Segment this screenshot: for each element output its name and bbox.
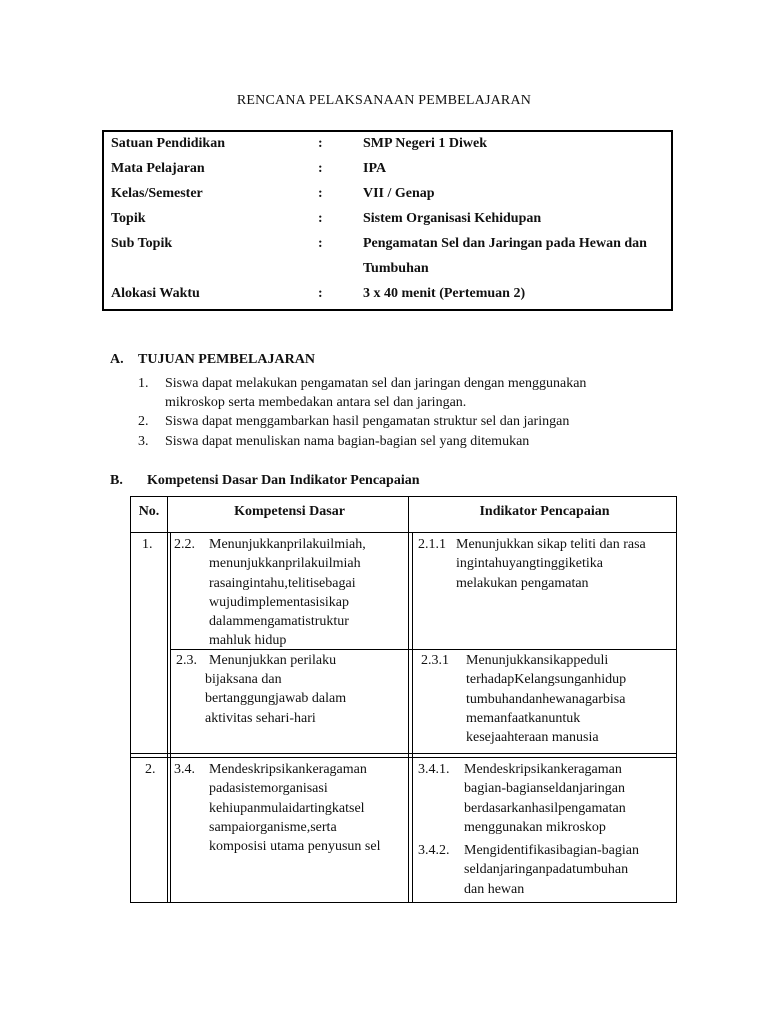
ip-line: berdasarkanhasilpengamatan xyxy=(464,800,626,816)
row-number: 1. xyxy=(142,537,153,552)
kd-line: rasaingintahu,telitisebagai xyxy=(209,575,356,591)
kd-line: Menunjukkanprilakuilmiah, xyxy=(209,537,366,552)
kd-line: sampaiorganisme,serta xyxy=(209,819,337,835)
kd-line: bijaksana dan xyxy=(205,672,282,687)
identity-value-kelas: VII / Genap xyxy=(363,186,435,201)
table-header-kd: Kompetensi Dasar xyxy=(234,504,345,519)
table-border xyxy=(170,532,171,903)
table-border xyxy=(408,496,409,903)
objective-text-cont: mikroskop serta membedakan antara sel dan jaringan. xyxy=(165,395,467,410)
identity-box xyxy=(102,130,673,311)
table-header-no: No. xyxy=(138,504,160,519)
ip-line: bagian-bagianseldanjaringan xyxy=(464,781,625,797)
ip-line: Menunjukkansikappeduli xyxy=(466,653,609,668)
kd-description xyxy=(209,535,405,651)
table-border xyxy=(167,496,168,903)
objective-text: Siswa dapat melakukan pengamatan sel dan jaringan dengan menggunakan xyxy=(165,376,587,391)
identity-label-satuan: Satuan Pendidikan xyxy=(111,136,225,151)
kd-code: 3.4. xyxy=(174,762,195,777)
section-b-heading: Kompetensi Dasar Dan Indikator Pencapaian xyxy=(147,473,420,488)
objective-text: Siswa dapat menggambarkan hasil pengamatan struktur sel dan jaringan xyxy=(165,414,570,429)
kd-line: dalammengamatistruktur xyxy=(209,614,349,630)
ip-line: melakukan pengamatan xyxy=(456,575,589,591)
table-border xyxy=(412,532,413,903)
ip-code: 3.4.1. xyxy=(418,762,450,777)
ip-code: 2.1.1 xyxy=(418,537,446,552)
kd-line: menunjukkanprilakuilmiah xyxy=(209,556,361,572)
kd-line: mahluk hidup xyxy=(209,633,287,649)
kd-line: bertanggungjawab dalam xyxy=(205,691,347,707)
kd-description xyxy=(209,651,405,670)
section-a-letter: A. xyxy=(110,352,124,367)
ip-description xyxy=(464,760,669,837)
ip-line: tumbuhandanhewanagarbisa xyxy=(466,691,626,707)
objective-num: 1. xyxy=(138,376,149,391)
identity-colon: : xyxy=(318,186,323,201)
table-header-ip: Indikator Pencapaian xyxy=(479,504,610,519)
table-border xyxy=(676,496,677,903)
identity-value-satuan: SMP Negeri 1 Diwek xyxy=(363,136,488,151)
section-b-letter: B. xyxy=(110,473,123,488)
identity-label-topik: Topik xyxy=(111,211,146,226)
kd-line: komposisi utama penyusun sel xyxy=(209,839,381,855)
kd-line: Mendeskripsikankeragaman xyxy=(209,762,367,777)
objective-num: 3. xyxy=(138,434,149,449)
identity-colon: : xyxy=(318,136,323,151)
identity-value-topik: Sistem Organisasi Kehidupan xyxy=(363,211,542,226)
ip-line: Mendeskripsikankeragaman xyxy=(464,762,622,777)
identity-colon: : xyxy=(318,211,323,226)
table-border xyxy=(130,496,677,497)
kd-line: aktivitas sehari-hari xyxy=(205,710,316,726)
identity-colon: : xyxy=(318,236,323,251)
identity-value-alokasi: 3 x 40 menit (Pertemuan 2) xyxy=(363,286,526,301)
table-border xyxy=(130,902,677,903)
table-border xyxy=(130,496,131,903)
kd-code: 2.2. xyxy=(174,537,195,552)
ip-line: memanfaatkanuntuk xyxy=(466,710,581,726)
kd-code: 2.3. xyxy=(176,653,197,668)
objective-num: 2. xyxy=(138,414,149,429)
kd-line: Menunjukkan perilaku xyxy=(209,653,337,668)
ip-line: terhadapKelangsunganhidup xyxy=(466,672,627,688)
kd-description-cont xyxy=(205,670,401,728)
ip-code: 3.4.2. xyxy=(418,843,450,858)
table-border xyxy=(130,757,677,758)
ip-description xyxy=(466,651,669,747)
kd-line: padasistemorganisasi xyxy=(209,781,328,797)
identity-label-alokasi: Alokasi Waktu xyxy=(111,286,200,301)
ip-description xyxy=(456,535,669,593)
ip-line: kesejaahteraan manusia xyxy=(466,730,599,746)
kd-description xyxy=(209,760,405,856)
kd-line: wujudimplementasisikap xyxy=(209,594,349,610)
ip-code: 2.3.1 xyxy=(421,653,449,668)
table-border xyxy=(130,532,677,533)
ip-description xyxy=(464,841,669,899)
identity-label-mapel: Mata Pelajaran xyxy=(111,161,205,176)
objective-text: Siswa dapat menuliskan nama bagian-bagian sel yang ditemukan xyxy=(165,434,530,449)
ip-line: dan hewan xyxy=(464,881,525,897)
kd-line: kehiupanmulaidartingkatsel xyxy=(209,800,365,816)
ip-line: Menunjukkan sikap teliti dan rasa xyxy=(456,537,646,552)
ip-line: Mengidentifikasibagian-bagian xyxy=(464,843,639,858)
row-number: 2. xyxy=(145,762,156,777)
document-title: RENCANA PELAKSANAAN PEMBELAJARAN xyxy=(236,93,532,108)
section-a-heading: TUJUAN PEMBELAJARAN xyxy=(138,352,315,367)
ip-line: ingintahuyangtinggiketika xyxy=(456,556,603,572)
identity-label-subtopik: Sub Topik xyxy=(111,236,173,251)
identity-colon: : xyxy=(318,286,323,301)
ip-line: menggunakan mikroskop xyxy=(464,819,606,835)
table-border xyxy=(130,753,677,754)
identity-value-subtopik: Pengamatan Sel dan Jaringan pada Hewan dan xyxy=(363,236,647,251)
identity-value-mapel: IPA xyxy=(363,161,387,176)
identity-value-subtopik-cont: Tumbuhan xyxy=(363,261,429,276)
identity-label-kelas: Kelas/Semester xyxy=(111,186,203,201)
ip-line: seldanjaringanpadatumbuhan xyxy=(464,862,629,878)
identity-colon: : xyxy=(318,161,323,176)
